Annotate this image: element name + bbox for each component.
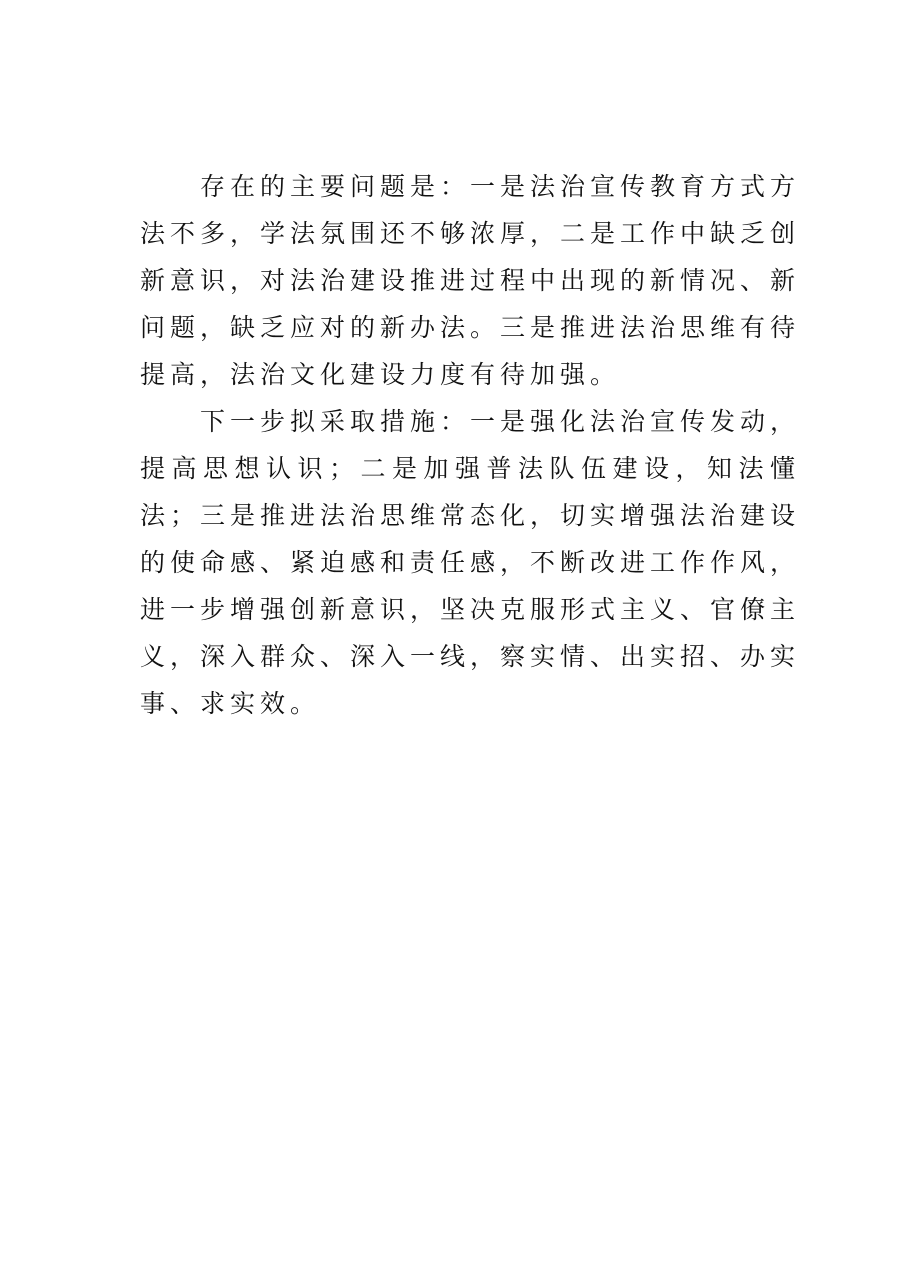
paragraph-next-steps: 下一步拟采取措施：一是强化法治宣传发动，提高思想认识；二是加强普法队伍建设，知法懂法；三是推进法治思维常态化，切实增强法治建设的使命感、紧迫感和责任感，不断改进工作作风，进一步增强创新意识，坚决克服形式主义、官僚主义，深入群众、深入一线，察实情、出实招、办实事、求实效。 [140,407,801,718]
paragraph-problems: 存在的主要问题是：一是法治宣传教育方式方法不多，学法氛围还不够浓厚，二是工作中缺乏创新意识，对法治建设推进过程中出现的新情况、新问题，缺乏应对的新办法。三是推进法治思维有待提高，法治文化建设力度有待加强。 [140,172,801,389]
document-body [140,163,800,727]
